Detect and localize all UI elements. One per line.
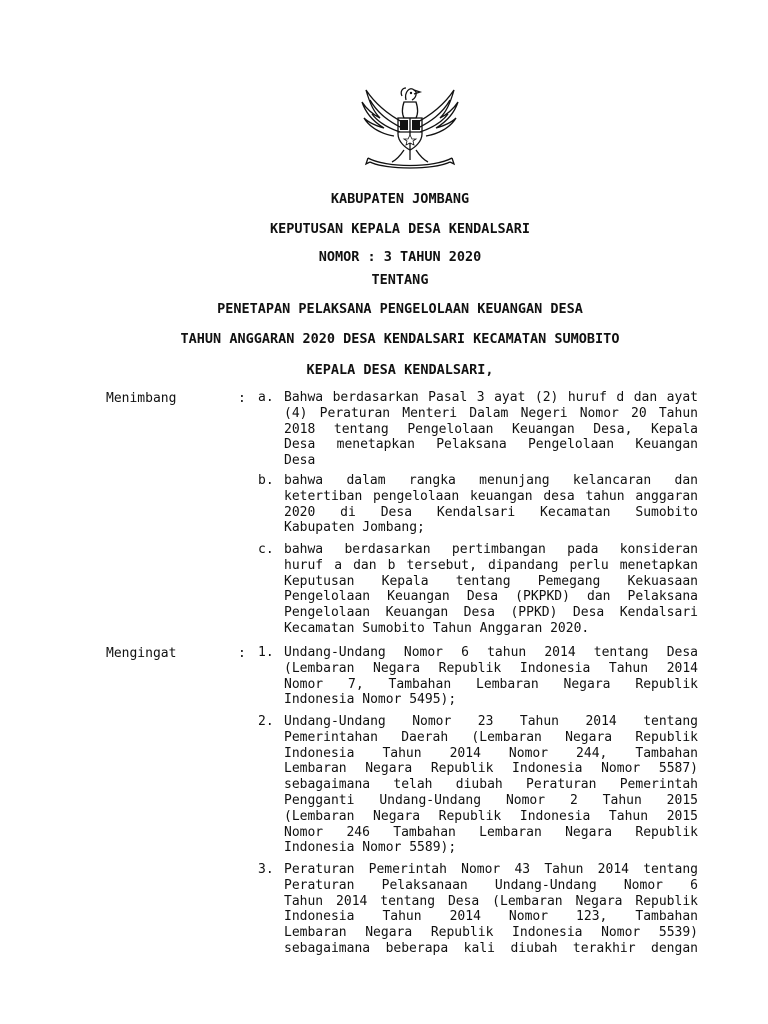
text-line: Lembaran Negara Republik Indonesia Nomor 5587) [284, 761, 698, 777]
text-line: Pengganti Undang-Undang Nomor 2 Tahun 2015 [284, 792, 698, 808]
text-line: ketertiban pengelolaan keuangan desa tahun anggaran [284, 488, 698, 504]
text-line: sebagaimana telah diubah Peraturan Pemerintah [284, 777, 698, 793]
text-line: Pengelolaan Keuangan Desa (PKPKD) dan Pelaksana [284, 589, 698, 605]
item-marker: b. [258, 473, 274, 488]
decree-subject-line-1: PENETAPAN PELAKSANA PENGELOLAAN KEUANGAN DESA [217, 301, 583, 317]
text-line: 2018 tentang Pengelolaan Keuangan Desa, Kepala [284, 421, 698, 437]
text-line: huruf a dan b tersebut, dipandang perlu menetapkan [284, 557, 698, 573]
menimbang-colon: : [238, 391, 246, 406]
text-line: bahwa berdasarkan pertimbangan pada konsideran [284, 542, 698, 557]
decree-number: NOMOR : 3 TAHUN 2020 [318, 249, 482, 265]
decree-title: KEPUTUSAN KEPALA DESA KENDALSARI [269, 221, 531, 237]
item-text [284, 542, 698, 637]
item-text [284, 390, 698, 469]
text-line: Kabupaten Jombang; [284, 520, 425, 536]
item-marker: a. [258, 390, 274, 405]
text-line: Pemerintahan Daerah (Lembaran Negara Republik [284, 729, 698, 745]
text-line: 2020 di Desa Kendalsari Kecamatan Sumobito [284, 504, 698, 520]
text-line: Desa [284, 453, 316, 469]
text-line: bahwa dalam rangka menunjang kelancaran dan [284, 473, 698, 488]
item-text [284, 645, 698, 708]
text-line: Indonesia Nomor 5589); [284, 840, 457, 856]
item-text [284, 714, 698, 856]
text-line: Desa menetapkan Pelaksana Pengelolaan Keuangan [284, 437, 698, 453]
about-heading: TENTANG [371, 272, 429, 288]
text-line: (Lembaran Negara Republik Indonesia Tahun 2014 [284, 660, 698, 676]
text-line: Nomor 7, Tambahan Lembaran Negara Republik [284, 676, 698, 692]
text-line: sebagaimana beberapa kali diubah terakhir dengan [284, 940, 698, 956]
menimbang-label: Menimbang [106, 391, 177, 406]
text-line: Peraturan Pelaksanaan Undang-Undang Nomor 6 [284, 877, 698, 893]
text-line: (Lembaran Negara Republik Indonesia Tahun 2015 [284, 808, 698, 824]
mengingat-label: Mengingat [106, 646, 177, 661]
mengingat-colon: : [238, 646, 246, 661]
text-line: Pengelolaan Keuangan Desa (PPKD) Desa Kendalsari [284, 605, 698, 621]
text-line: Nomor 246 Tambahan Lembaran Negara Republik [284, 824, 698, 840]
text-line: Tahun 2014 tentang Desa (Lembaran Negara Republik [284, 893, 698, 909]
text-line: Bahwa berdasarkan Pasal 3 ayat (2) huruf d dan ayat [284, 390, 698, 405]
text-line: Peraturan Pemerintah Nomor 43 Tahun 2014 tentang [284, 862, 698, 877]
text-line: Undang-Undang Nomor 23 Tahun 2014 tentang [284, 714, 698, 729]
decree-subject-line-2: TAHUN ANGGARAN 2020 DESA KENDALSARI KECAMATAN SUMOBITO [180, 331, 620, 347]
issuer-heading: KEPALA DESA KENDALSARI, [306, 362, 494, 378]
text-line: Indonesia Tahun 2014 Nomor 244, Tambahan [284, 745, 698, 761]
text-line: Lembaran Negara Republik Indonesia Nomor 5539) [284, 925, 698, 941]
item-text [284, 862, 698, 957]
text-line: Undang-Undang Nomor 6 tahun 2014 tentang Desa [284, 645, 698, 660]
text-line: Keputusan Kepala tentang Pemegang Kekuasaan [284, 573, 698, 589]
item-marker: 2. [258, 714, 274, 729]
regency-title: KABUPATEN JOMBANG [330, 191, 470, 207]
item-marker: c. [258, 542, 274, 557]
text-line: Indonesia Tahun 2014 Nomor 123, Tambahan [284, 909, 698, 925]
text-line: (4) Peraturan Menteri Dalam Negeri Nomor 20 Tahun [284, 405, 698, 421]
text-line: Kecamatan Sumobito Tahun Anggaran 2020. [284, 620, 590, 636]
item-marker: 1. [258, 645, 274, 660]
item-marker: 3. [258, 862, 274, 877]
garuda-emblem-icon [356, 78, 464, 170]
text-line: Indonesia Nomor 5495); [284, 692, 457, 708]
item-text [284, 473, 698, 536]
